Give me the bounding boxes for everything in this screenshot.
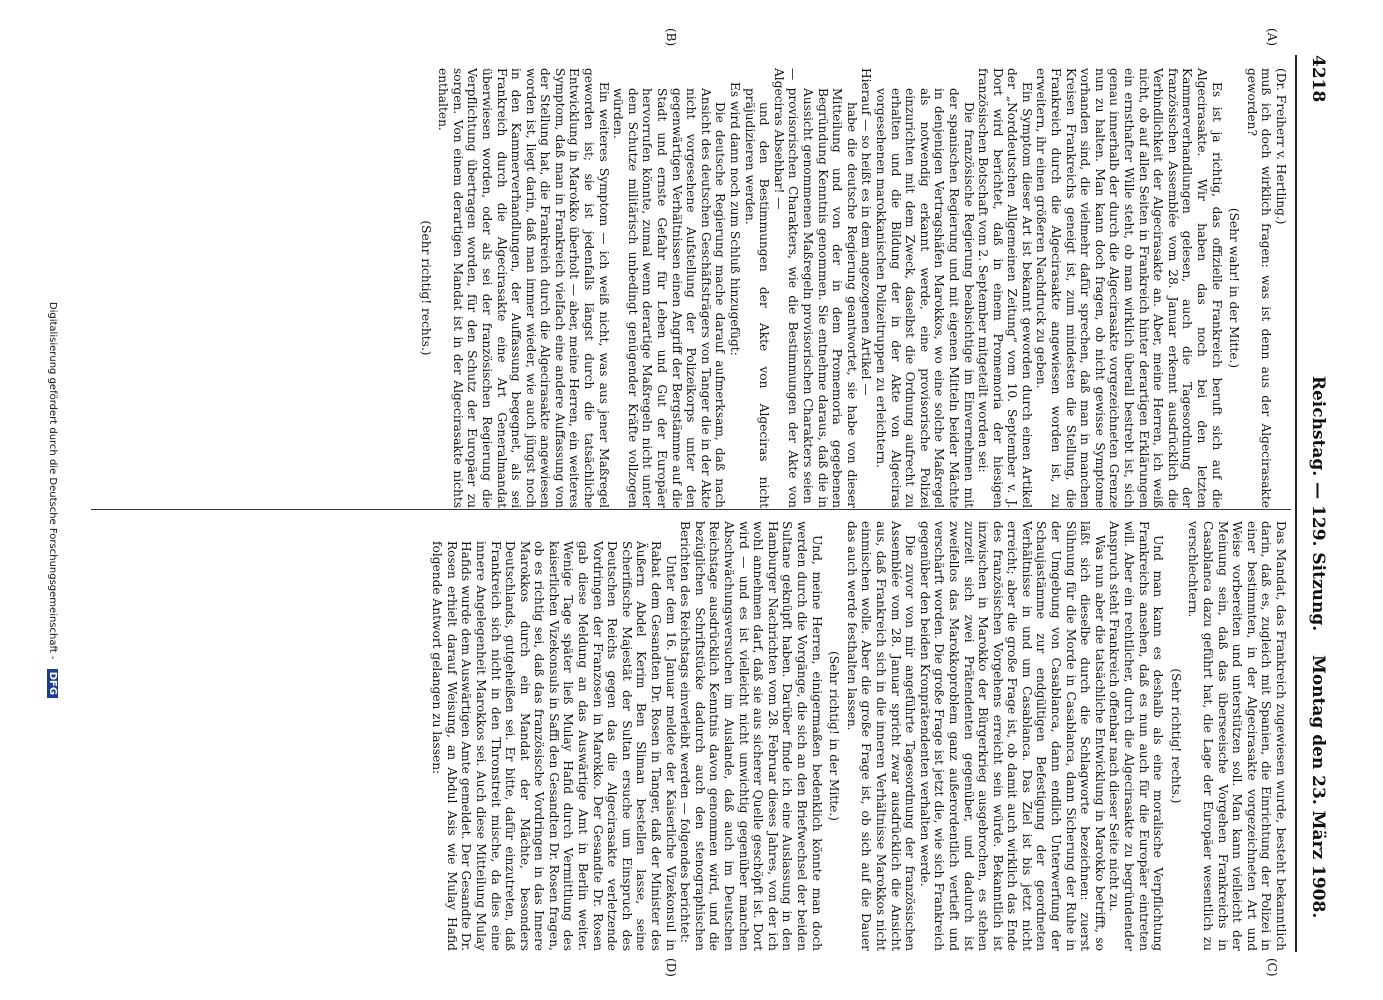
paragraph: Und, meine Herren, einigermaßen bedenklich könnte man doch werden durch die Vorgänge, die sich an den Briefwechsel der beiden Sultane geknüpft haben. Darüber finde ich eine Auslassung in den Hamburger Nachrichten vom 28. Februar dieses Jahres, von der ich wohl annehmen darf, daß sie aus sicherer Quelle geschöpft ist. Dort wird — und es ist vielleicht nicht unwichtig gegenüber manchen Abschwächungsversuchen im Auslande, daß auch im Deutschen Reichstage ausdrücklich Kenntnis davon genommen wird, und die bezüglichen Schriftstücke dadurch auch den stenographischen Berichten des Reichstags einverleibt werden — folgendes berichtet:	[678, 521, 824, 951]
quote-block: und den Bestimmungen der Akte von Algeciras nicht präjudizieren werden.	[742, 88, 772, 508]
header-rule	[1295, 55, 1297, 952]
paragraph: Die zuvor von mir angeführte Tagesordnung der französischen Assemblée vom 28. Januar spricht zwar ausdrücklich die Ansicht aus, daß Frankreich sich in die inneren Verhältnisse Marokkos nicht einmischen wolle. Aber die große Frage ist, ob sich auf die Dauer das auch werde festhalten lassen.	[844, 521, 918, 951]
margin-letter-b: (B)	[664, 28, 678, 47]
paragraph: Ein weiteres Symptom — ich weiß nicht, was aus jener Maßregel geworden ist; sie ist jedenfalls längst durch die tatsächliche Entwicklung in Marokko überholt — aber, meine Herren, ein weiteres Symptom, daß man in Frankreich vielfach eine andere Auffassung von der Stellung hat, die Frankreich durch die Algecirasakte angewiesen worden ist, liegt darin, daß man immer wieder, wie auch jüngst noch in den Kammerverhandlungen, der Auffassung begegnet, als sei Frankreich durch die Algecirasakte eine Art Generalmandat überwiesen worden, oder als sei der französischen Regierung die Verpflichtung übertragen worden, für den Schutz der Europäer zu sorgen. Von einem derartigen Mandat ist in der Algecirasakte nichts enthalten.	[436, 68, 611, 508]
paragraph: Es ist ja richtig, das offizielle Frankreich beruft sich auf die Algecirasakte. Wir haben das noch bei den letzten Kammerverhandlungen gelesen, auch die Tagesordnung der französischen Assemblée vom 28. Januar erkennt ausdrücklich die Verbindlichkeit der Algecirasakte an. Aber, meine Herren, ich weiß nicht, ob auf allen Seiten in Frankreich hinter derartigen Erklärungen ein ernsthafter Wille steht, ob man wirklich überall bestrebt ist, sich genau innerhalb der durch die Algecirasakte vorgezeichneten Grenze nun zu halten. Man kann doch fragen, ob nicht gewisse Symptome vorhanden sind, die vielmehr dafür sprechen, daß man in manchen Kreisen Frankreichs geneigt ist, zum mindesten die Stellung, die Frankreich durch die Algecirasakte angewiesen worden ist, zu erweitern, ihr einen größeren Nachdruck zu geben.	[1034, 68, 1224, 508]
paragraph: Das Mandat, das Frankreich zugewiesen wurde, besteht bekanntlich darin, daß es, zugleich mit Spanien, die Einrichtung der Polizei in einer bestimmten, in der Algecirasakte vorgezeichneten Art und Weise vorbereiten und unterstützen soll. Man kann vielleicht der Meinung sein, daß das überseeische Vorgehen Frankreichs in Casablanca dazu geführt hat, die Lage der Europäer wesentlich zu verschlechtern.	[1186, 521, 1288, 951]
quote-block: Die deutsche Regierung mache darauf aufmerksam, daß nach Ansicht des deutschen Geschäftsträgers von Tanger die in der Akte nicht vorgesehene Aufstellung der Polizeikorps unter den gegenwärtigen Verhältnissen einen Angriff der Bergstämme auf die Stadt und ernste Gefahr für Leben und Gut der Europäer hervorrufen könnte, zumal wenn derartige Maßregeln nicht unter dem Schutze militärisch unbedingt genügender Kräfte vollzogen würden.	[611, 88, 728, 508]
paragraph: Und man kann es deshalb als eine moralische Verpflichtung Frankreichs ansehen, daß es nun auch für die Europäer eintreten will. Aber ein rechtlicher, durch die Algecirasakte zu begründender Anspruch steht Frankreich offenbar nach dieser Seite nicht zu.	[1107, 521, 1166, 951]
interjection: (Sehr wahr! in der Mitte.)	[1227, 207, 1242, 369]
interjection: (Sehr richtig! rechts.)	[418, 220, 433, 356]
paragraph: Es wird dann noch zum Schluß hinzugefügt:	[728, 82, 743, 356]
left-column	[415, 68, 1288, 508]
margin-letter-d: (D)	[664, 958, 678, 977]
dfg-logo: DFG	[47, 669, 58, 698]
interjection: (Sehr richtig! in der Mitte.)	[827, 651, 842, 821]
margin-letter-a: (A)	[1265, 28, 1279, 47]
right-column	[430, 521, 1288, 951]
paragraph: Ein Symptom dieser Art ist bekannt geworden durch einen Artikel der „Norddeutschen Allgemeinen Zeitung“ vom 10. September v. J. Dort wird berichtet, daß in einem Promemoria der hiesigen französischen Botschaft vom 2. September mitgeteilt worden sei:	[976, 68, 1034, 508]
page-number: 4218	[1308, 55, 1328, 103]
paragraph: Was nun aber die tatsächliche Entwicklung in Marokko betrifft, so läßt sich dieselbe durch die Schlagworte bezeichnen: zuerst Sühnung für die Morde in Casablanca, dann Sicherung der Ruhe in der Umgebung von Casablanca, dann endlich Unterwerfung der Schaujastämme zur endgültigen Befestigung der geordneten Verhältnisse in und um Casablanca. Das Ziel ist bis jetzt nicht erreicht; aber die große Frage ist, ob damit auch wirklich das Ende des französischen Vorgehens erreicht sein würde. Bekanntlich ist inzwischen in Marokko der Bürgerkrieg ausgebrochen, es stehen zurzeit sich zwei Prätendenten gegenüber, und dadurch ist zweifellos das Marokkoproblem ganz außerordentlich vertieft und verschärft worden. Die große Frage ist jetzt die, wie sich Frankreich gegenüber den beiden Kronprätendenten verhalten werde.	[917, 521, 1107, 951]
paragraph: Hierauf — so heißt es in dem angezogenen Artikel —	[859, 68, 874, 396]
paragraph: — provisorischen Charakters, wie die Bestimmungen der Akte von Algeciras Absehbar! —	[771, 68, 801, 508]
credit-text: Digitalisierung gefördert durch die Deutsche Forschungsgemeinschaft -	[47, 301, 58, 660]
digitization-credit	[47, 0, 58, 1000]
page-header	[1294, 55, 1328, 952]
column-divider	[91, 509, 1291, 510]
session-date: Montag den 23. März 1908.	[1308, 655, 1328, 919]
quote-block: Unter dem 16. Januar meldete der Kaiserliche Vizekonsul in Rabat dem Gesandten Dr. Rosen in Tanger, daß der Minister des Äußern Abdel Kerim Ben Sliman bestellen lasse, seine Scherifische Majestät der Sultan ersuche um Einspruch des Deutschen Reichs gegen das die Algecirasakte verletzende Vordringen der Franzosen in Marokko. Der Gesandte Dr. Rosen gab diese Meldung an das Auswärtige Amt in Berlin weiter. Wenige Tage später ließ Mulay Hafid durch Vermittlung des kaiserlichen Vizekonsuls in Saffi den Gesandten Dr. Rosen fragen, ob es richtig sei, daß das französische Vordringen in das Innere Marokkos durch ein Mandat der Mächte, besonders Deutschlands, gutgeheißen sei. Er bitte, dafür einzutreten, daß Frankreich sich nicht in den Thronstreit mische, da dies eine innere Angelegenheit Marokkos sei. Auch diese Mitteilung Mulay Hafids wurde dem Auswärtigen Amte gemeldet. Der Gesandte Dr. Rosen erhielt darauf Weisung, an Abdul Asis wie Mulay Hafid folgende Antwort gelangen zu lassen:	[430, 541, 678, 951]
quote-block: habe die deutsche Regierung geantwortet, sie habe von dieser Mitteilung und von der in dem Promemoria gegebenen Begründung Kenntnis genommen. Sie entnehme daraus, daß die in Aussicht genommenen Maßregeln provisorischen Charakters seien	[801, 88, 859, 508]
interjection: (Sehr richtig! rechts.)	[1168, 668, 1183, 804]
margin-letter-c: (C)	[1265, 958, 1279, 977]
quote-block: Die französische Regierung beabsichtige im Einvernehmen mit der spanischen Regierung und mit eigenen Mitteln beider Mächte in denjenigen Vertragshäfen Marokkos, wo eine solche Maßregel als notwendig erkannt werde, eine provisorische Polizei einzurichten mit dem Zweck, daselbst die Ordnung aufrecht zu erhalten und die Bildung der in der Akte von Algeciras vorgesehenen marokkanischen Polizeitruppen zu erleichtern.	[873, 88, 976, 508]
session-title: Reichstag. — 129. Sitzung.	[1308, 375, 1328, 632]
speaker-line: (Dr. Freiherr v. Hertling.)	[1274, 68, 1288, 225]
paragraph: muß ich doch wirklich fragen: was ist denn aus der Algecirasakte geworden?	[1244, 68, 1274, 508]
